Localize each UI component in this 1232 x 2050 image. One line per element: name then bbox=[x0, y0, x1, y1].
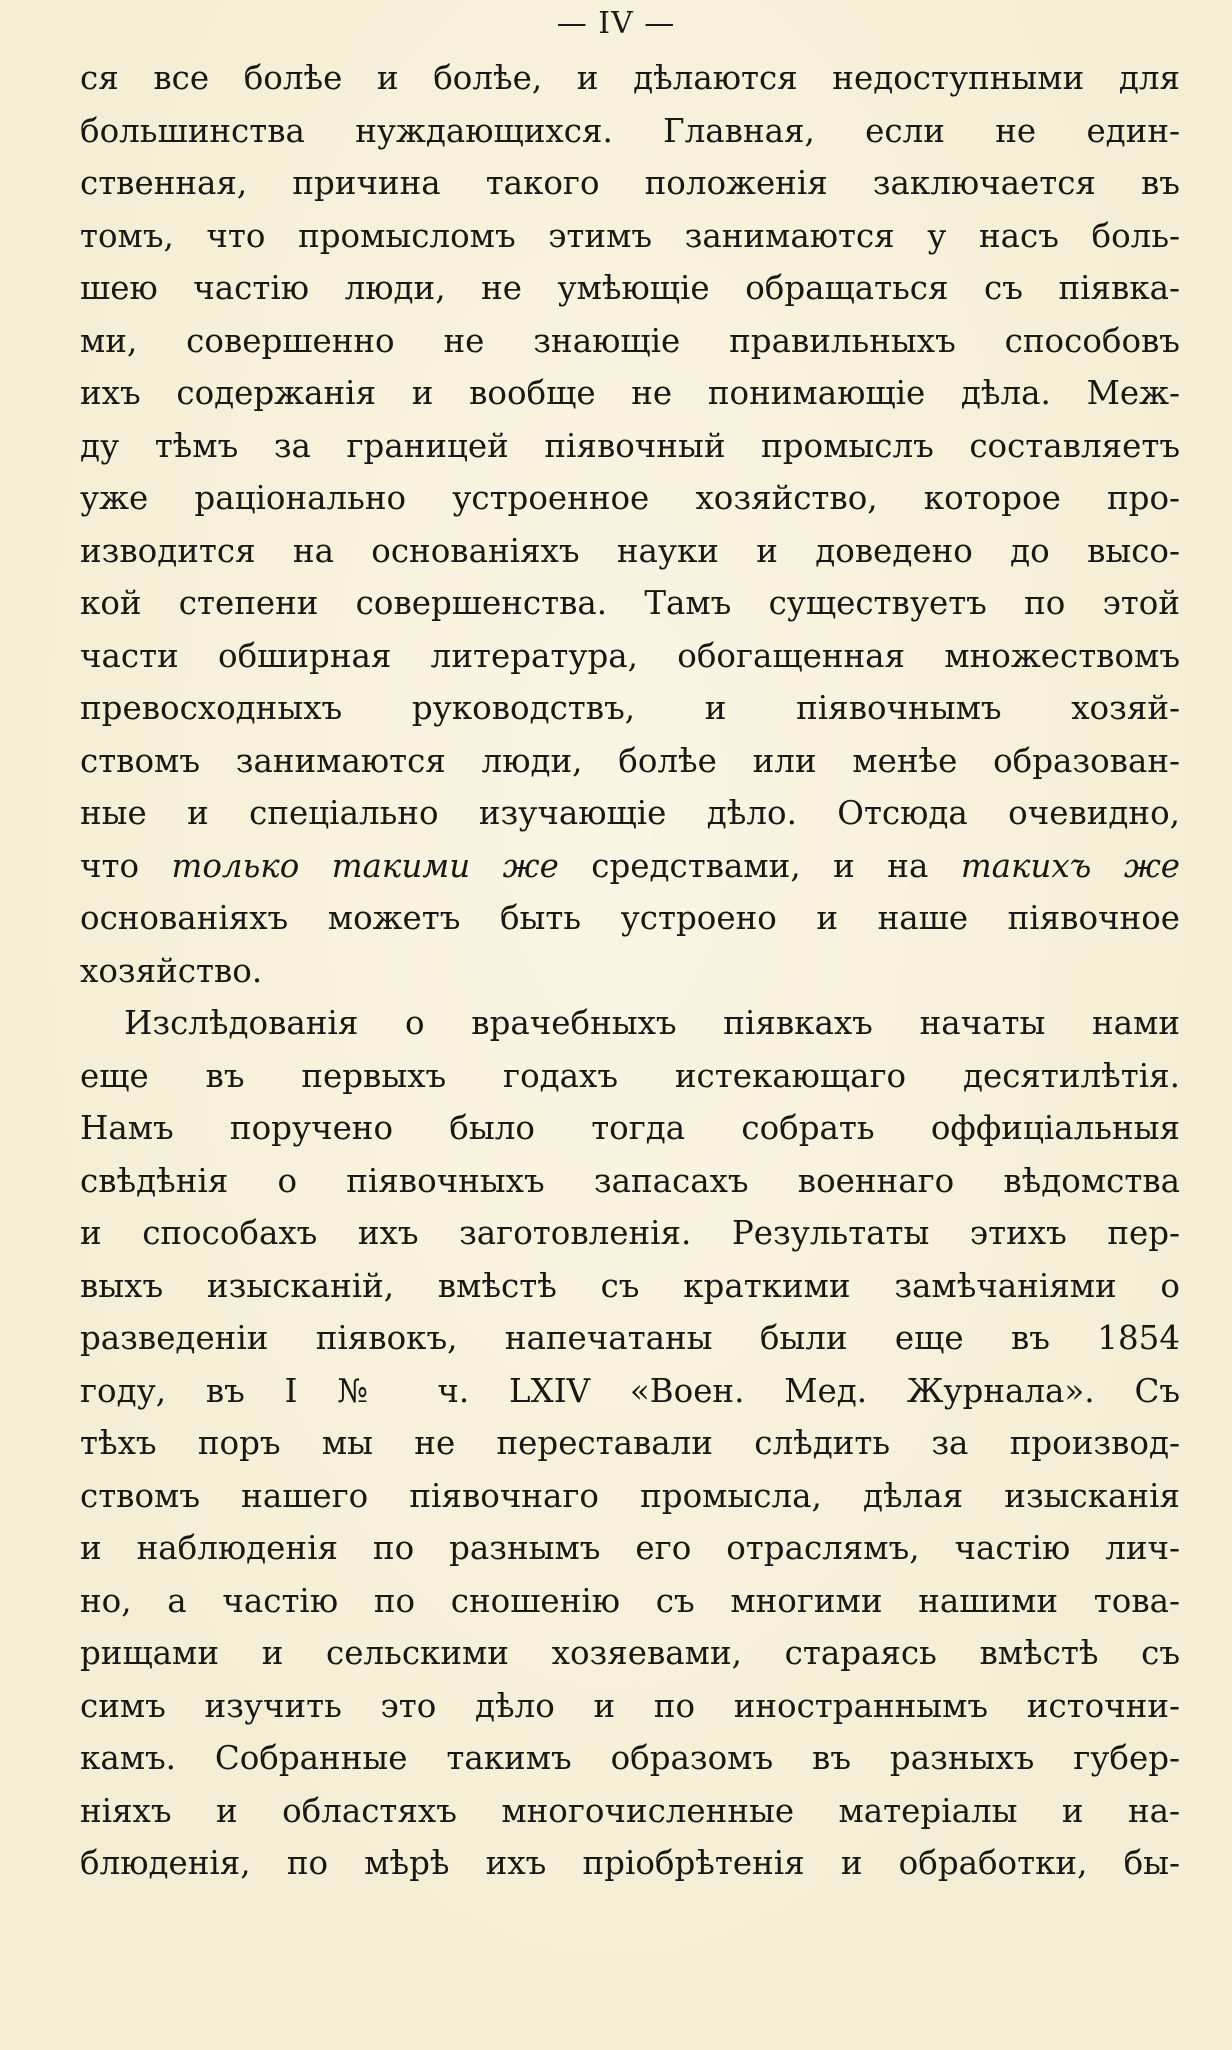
text-line: ихъ содержанія и вообще не понимающіе дѣла. Меж- bbox=[80, 374, 1180, 412]
text-line: году, въ I № ч. LXIV «Воен. Мед. Журнала». Съ bbox=[80, 1371, 1180, 1410]
text-line: еще въ первыхъ годахъ истекающаго десятилѣтія. bbox=[80, 1056, 1180, 1095]
text-line: ду тѣмъ за границей піявочный промыслъ составляетъ bbox=[80, 426, 1180, 465]
text-line: шею частію люди, не умѣющіе обращаться съ піявка- bbox=[80, 269, 1180, 307]
text-run: что bbox=[80, 846, 172, 885]
italic-emphasis: такихъ же bbox=[960, 846, 1180, 885]
text-line: изводится на основаніяхъ науки и доведено до высо- bbox=[80, 531, 1180, 570]
italic-emphasis: только такими же bbox=[171, 846, 559, 885]
text-line: и наблюденія по разнымъ его отраслямъ, частію лич- bbox=[80, 1529, 1180, 1567]
text-line: блюденія, по мѣрѣ ихъ пріобрѣтенія и обработки, бы- bbox=[80, 1844, 1180, 1882]
text-line: ми, совершенно не знающіе правильныхъ способовъ bbox=[80, 321, 1180, 360]
text-line: рищами и сельскими хозяевами, стараясь вмѣстѣ съ bbox=[80, 1634, 1180, 1672]
text-line: ные и спеціально изучающіе дѣло. Отсюда очевидно, bbox=[80, 794, 1180, 832]
text-line: ніяхъ и областяхъ многочисленные матеріалы и на- bbox=[80, 1791, 1180, 1830]
text-line: Изслѣдованія о врачебныхъ піявкахъ начаты нами bbox=[124, 1004, 1180, 1042]
text-line: основаніяхъ можетъ быть устроено и наше піявочное bbox=[80, 899, 1180, 937]
text-line: ственная, причина такого положенія заключается въ bbox=[80, 164, 1180, 202]
text-line: ствомъ занимаются люди, болѣе или менѣе образован- bbox=[80, 741, 1180, 780]
text-line: и способахъ ихъ заготовленія. Результаты этихъ пер- bbox=[80, 1214, 1180, 1252]
paragraph-1 bbox=[80, 52, 1180, 997]
text-run: средствами, и на bbox=[558, 846, 961, 885]
text-line: томъ, что промысломъ этимъ занимаются у насъ боль- bbox=[80, 216, 1180, 255]
text-line: части обширная литература, обогащенная множествомъ bbox=[80, 636, 1180, 675]
text-line: симъ изучить это дѣло и по иностраннымъ источни- bbox=[80, 1686, 1180, 1725]
text-line: свѣдѣнія о піявочныхъ запасахъ военнаго вѣдомства bbox=[80, 1161, 1180, 1200]
text-line: ся все болѣе и болѣе, и дѣлаются недоступными для bbox=[80, 59, 1180, 97]
text-line: уже раціонально устроенное хозяйство, которое про- bbox=[80, 479, 1180, 517]
text-line: выхъ изысканій, вмѣстѣ съ краткими замѣчаніями о bbox=[80, 1266, 1180, 1305]
text-line: тѣхъ поръ мы не переставали слѣдить за производ- bbox=[80, 1424, 1180, 1462]
text-line: превосходныхъ руководствъ, и піявочнымъ хозяй- bbox=[80, 689, 1180, 727]
paragraph-2 bbox=[80, 997, 1180, 1890]
text-line: разведеніи піявокъ, напечатаны были еще въ 1854 bbox=[80, 1319, 1180, 1357]
text-line-with-italics bbox=[80, 840, 1180, 893]
page-number: — IV — bbox=[556, 6, 676, 41]
text-line: хозяйство. bbox=[80, 951, 263, 990]
text-line: кой степени совершенства. Тамъ существуетъ по этой bbox=[80, 584, 1180, 622]
text-line: но, а частію по сношенію съ многими нашими това- bbox=[80, 1581, 1180, 1620]
text-line: Намъ поручено было тогда собрать оффиціальныя bbox=[80, 1109, 1180, 1147]
text-line: ствомъ нашего піявочнаго промысла, дѣлая изысканія bbox=[80, 1476, 1180, 1515]
body-text bbox=[80, 52, 1180, 1890]
text-line: камъ. Собранные такимъ образомъ въ разныхъ губер- bbox=[80, 1739, 1180, 1777]
text-line: большинства нуждающихся. Главная, если не един- bbox=[80, 111, 1180, 150]
